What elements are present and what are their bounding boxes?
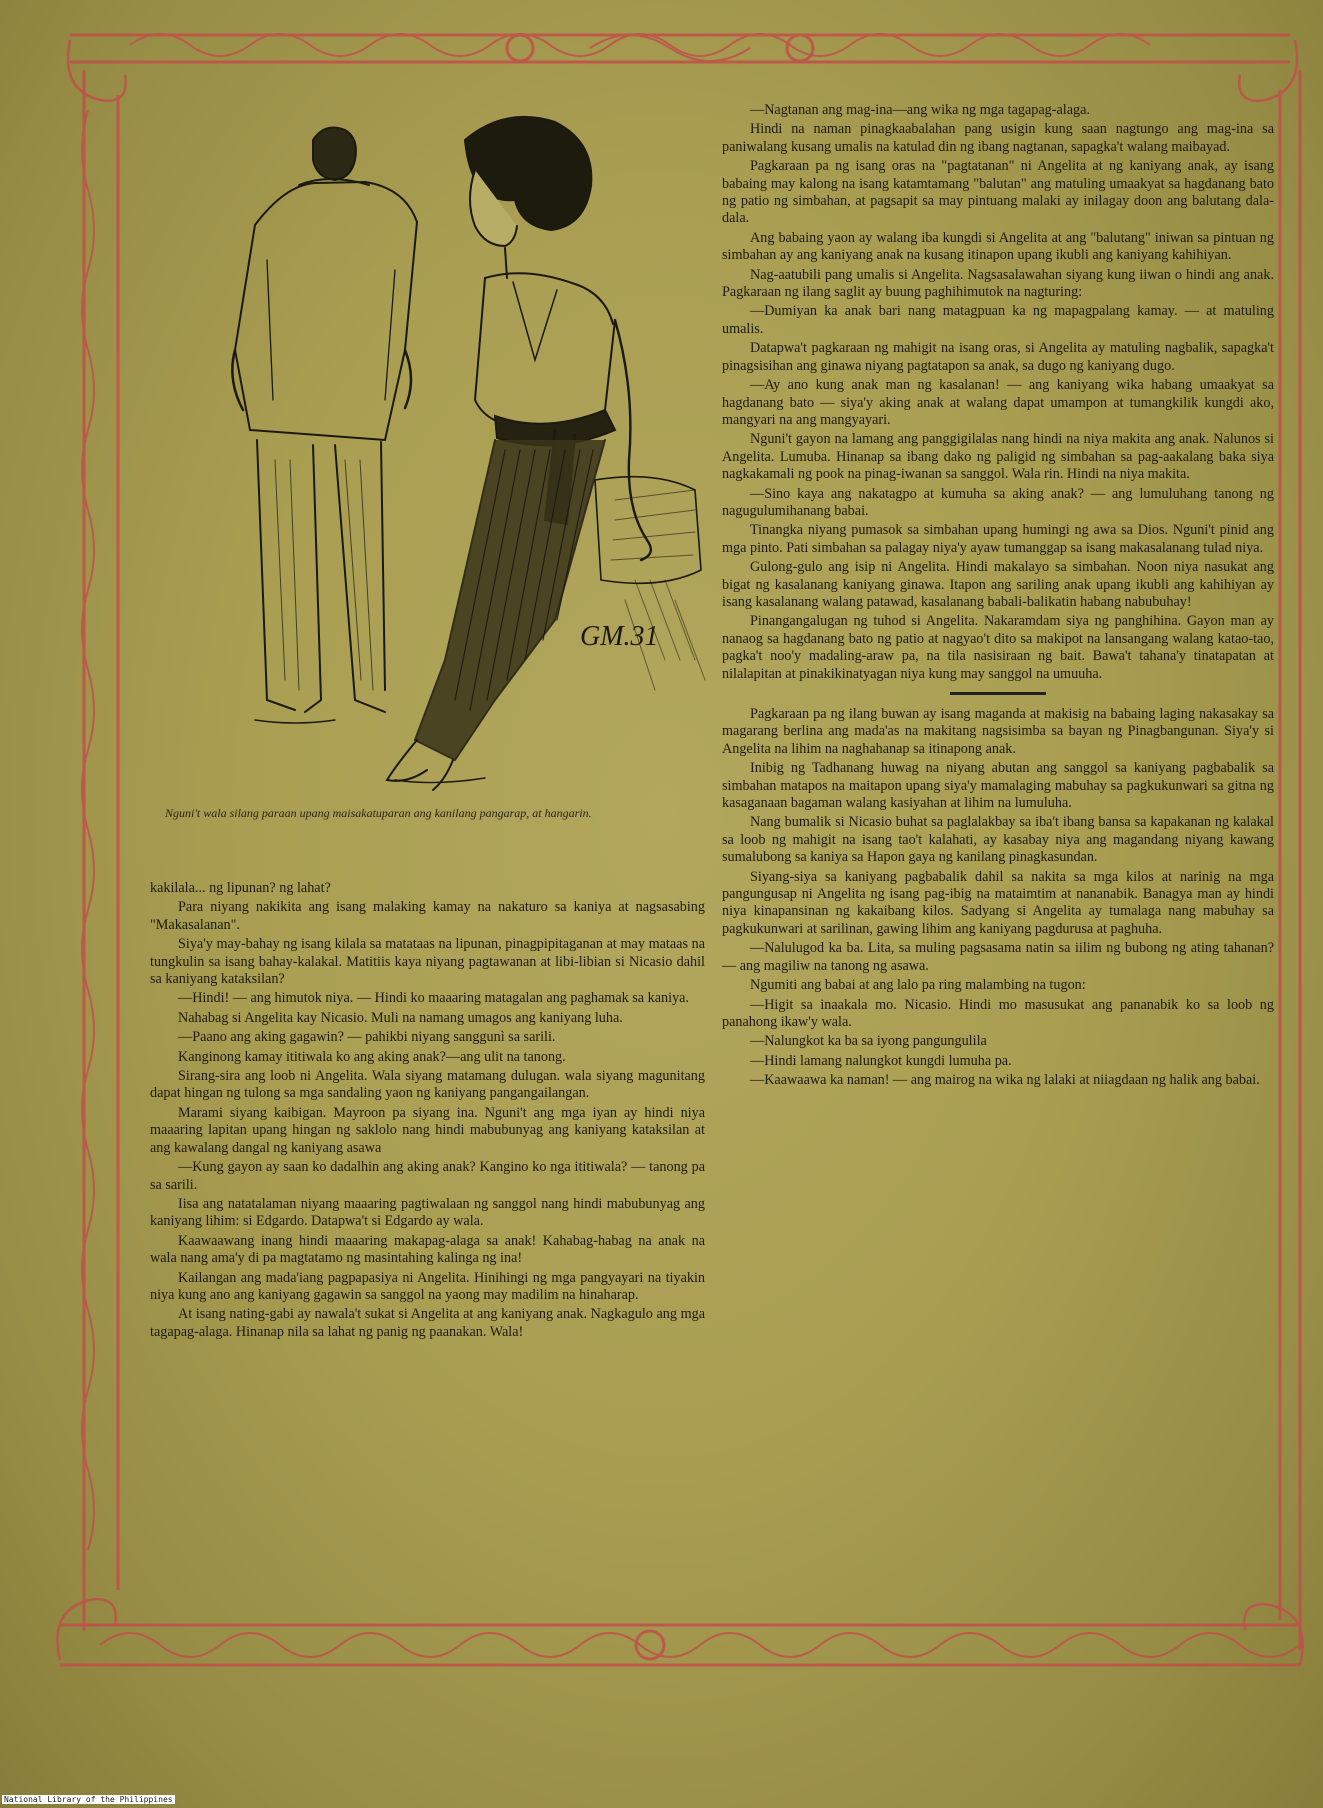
section-divider	[950, 692, 1046, 695]
paragraph: Hindi na naman pinagkaabalahan pang usigin kung saan nagtungo ang mag-ina sa paniwalang kusang umalis na katulad din ng ibang nagtanan, sapagka't walang maibayad.	[722, 121, 1274, 155]
paragraph: Inibig ng Tadhanang huwag na niyang abutan ang sanggol sa kaniyang pagbabalik sa simbahan matapos na maitapon upang siya'y mamalaging mabuhay sa pagkukunwari sa gitna ng kasaganaan bagaman walang kasiyahan at lihim na lumuluha.	[722, 760, 1274, 812]
paragraph: Gulong-gulo ang isip ni Angelita. Hindi makalayo sa simbahan. Noon niya nasukat ang bigat ng kasalanang kaniyang ginawa. Itapon ang sariling anak upang ikubli ang kahihiyan ay isang kasalanang walang patawad, kasalanang babali-balikatin habang nabubuhay!	[722, 559, 1274, 610]
paragraph: Tinangka niyang pumasok sa simbahan upang humingi ng awa sa Dios. Nguni't pinid ang mga pinto. Pati simbahan sa palagay niya'y ayaw tumanggap sa isang makasalanang tulad niya.	[722, 522, 1274, 556]
paragraph: —Kung gayon ay saan ko dadalhin ang aking anak? Kangino ko nga ititiwala? — tanong pa sa sarili.	[150, 1159, 705, 1193]
paragraph: Nguni't gayon na lamang ang panggigilalas nang hindi na niya makita ang anak. Nalunos si Angelita. Lumuba. Hinanap sa ibang dako ng paligid ng simbahan sa pag-aakalang baka siya nagkakamali ng pook na pinag-iwanan sa sanggol. Wala rin. Hindi na niya makita.	[722, 431, 1274, 483]
paragraph: Pinangangalugan ng tuhod si Angelita. Nakaramdam siya ng panghihina. Gayon man ay nanaog sa hagdanang bato ng patio at nagyao't dito sa makipot na lansangang walang katao-tao, pagka't noo'y madaling-araw pa, na tila nasisiraan ng bait. Bawa't tahana'y tinatapatan at nilalapitan at pinakikinatyagan niya kung may sanggol na umuuha.	[722, 613, 1274, 682]
paragraph: Marami siyang kaibigan. Mayroon pa siyang ina. Nguni't ang mga iyan ay hindi niya maaaring lapitan upang hingan ng saklolo nang hindi mabubunyag ang kaniyang kataksilan at ang kawalang dangal ng kaniyang asawa	[150, 1104, 705, 1156]
paragraph: Pagkaraan pa ng isang oras na "pagtatanan" ni Angelita at ng kaniyang anak, ay isang babaing may kalong na isang katamtamang "balutan" ang matuling umaakyat sa hagdanang bato ng patio ng simbahan, at pagsapit sa may pintuang malaki ay inilagay doon ang balutang dala-dala.	[722, 158, 1274, 227]
paragraph: Kailangan ang mada'iang pagpapasiya ni Angelita. Hinihingi ng mga pangyayari na tiyakin niya kung ano ang kaniyang gagawin sa sanggol na yaong may madilim na hinaharap.	[150, 1269, 705, 1303]
paragraph: —Hindi lamang nalungkot kungdi lumuha pa.	[750, 1052, 1012, 1069]
paragraph: —Nalulugod ka ba. Lita, sa muling pagsasama natin sa iilim ng bubong ng ating tahanan? — ang magiliw na tanong ng asawa.	[722, 940, 1274, 974]
left-column	[150, 880, 705, 1343]
paragraph: Datapwa't pagkaraan ng mahigit na isang oras, si Angelita ay matuling nagbalik, sapagka't pinagsisihan ang ginawa niyang pagtatapon sa anak, sa dugo ng kaniyang dugo.	[722, 340, 1274, 374]
paragraph: —Hindi! — ang himutok niya. — Hindi ko maaaring matagalan ang paghamak sa kaniya.	[178, 990, 690, 1007]
paragraph: Kanginong kamay ititiwala ko ang aking anak?—ang ulit na tanong.	[178, 1048, 566, 1065]
paragraph: —Ay ano kung anak man ng kasalanan! — ang kaniyang wika habang umaakyat sa hagdanang bato — siya'y aking anak at walang dapat umampon at tumangkilik kungdi ako, mangyari na ang mangyayari.	[722, 377, 1274, 428]
paragraph: At isang nating-gabi ay nawala't sukat si Angelita at ang kaniyang anak. Nagkagulo ang mga tagapag-alaga. Hinanap nila sa lahat ng panig ng paanakan. Wala!	[150, 1306, 705, 1340]
paragraph: Nag-aatubili pang umalis si Angelita. Nagsasalawahan siyang kung iiwan o hindi ang anak. Pagkaraan ng ilang saglit ay buung paghihimutok na nagturing:	[722, 266, 1274, 301]
paragraph: Sirang-sira ang loob ni Angelita. Wala siyang matamang dulugan. wala siyang magunitang dapat hingan ng tulong sa mga sandaling yaon ng kaniyang pangangailangan.	[150, 1068, 705, 1102]
paragraph: —Nalungkot ka ba sa iyong pangungulila	[750, 1033, 987, 1050]
illustration-caption: Nguni't wala silang paraan upang maisakatuparan ang kanilang pangarap, at hangarin.	[165, 806, 592, 820]
paragraph: —Higit sa inaakala mo. Nicasio. Hindi mo masusukat ang pananabik ko sa loob ng panahong ikaw'y wala.	[722, 996, 1274, 1030]
paragraph: Para niyang nakikita ang isang malaking kamay na nakaturo sa kaniya at nagsasabing "Makasalanan".	[150, 899, 705, 933]
right-column-part-b	[722, 706, 1274, 1090]
paragraph: Iisa ang natatalaman niyang maaaring pagtiwalaan ng sanggol nang hindi mabubunyag ang kaniyang lihim: si Edgardo. Datapwa't si Edgardo ay wala.	[150, 1195, 705, 1230]
paragraph: Ngumiti ang babai at ang lalo pa ring malambing na tugon:	[750, 977, 1086, 994]
library-watermark: National Library of the Philippines	[4, 1795, 173, 1804]
paragraph: Kaawaawang inang hindi maaaring makapag-alaga sa anak! Kahabag-habag na anak na wala nang ama'y di pa magtatamo ng masintahing kalinga ng ina!	[150, 1232, 705, 1267]
paragraph: Nang bumalik si Nicasio buhat sa paglalakbay sa iba't ibang bansa sa kapakanan ng kalakal sa loob ng mahigit na isang tao't kalahati, ay kasabay niya ang magandang niyang kawang sumalubong sa kaniya sa Hapon gaya ng kanilang pinagkasundan.	[722, 814, 1274, 866]
paragraph: Nahabag si Angelita kay Nicasio. Muli na namang umagos ang kaniyang luha.	[178, 1009, 623, 1026]
paragraph: kakilala... ng lipunan? ng lahat?	[150, 880, 331, 896]
paragraph: Siya'y may-bahay ng isang kilala sa matataas na lipunan, pinagpipitaganan at may mataas na tungkulin sa isang bahay-kalakal. Matitiis kaya niyang pagtawanan at libi-libian si Nicasio dahil sa kaniyang kataksilan?	[150, 936, 705, 988]
paragraph: —Sino kaya ang nakatagpo at kumuha sa aking anak? — ang lumuluhang tanong ng nagugulumihanang babai.	[722, 485, 1274, 519]
paragraph: —Kaawaawa ka naman! — ang mairog na wika ng lalaki at niiagdaan ng halik ang babai.	[750, 1072, 1260, 1089]
right-column-part-a	[722, 102, 1274, 683]
paragraph: Siyang-siya sa kaniyang pagbabalik dahil sa nakita sa mga kilos at narinig na mga pangungusap ni Angelita ng isang pag-ibig na mataimtim at nananabik. Banagya man ay hindi niya kinapansinan ng kakaibang kilos. Sadyang si Angelita ay tumalaga nang mabuhay sa pagkukunwari at sarilinan, gawing lihim ang kaniyang pagdurusa at paghuha.	[722, 868, 1274, 937]
paragraph: Ang babaing yaon ay walang iba kungdi si Angelita at ang "balutang" iniwan sa pintuan ng simbahan ay ang kaniyang anak na kusang itinapon upang ikubli ang kaniyang kahihiyan.	[722, 229, 1274, 264]
paragraph: Pagkaraan pa ng ilang buwan ay isang maganda at makisig na babaing laging nakasakay sa magarang berlina ang mada'as na makitang nagsisimba sa bayan ng Pinagbangunan. Siya'y si Angelita na lihim na naghahanap sa itinapong anak.	[722, 706, 1274, 757]
artist-signature: GM.31	[580, 621, 659, 652]
paragraph: —Paano ang aking gagawin? — pahikbi niyang sanggunì sa sarili.	[178, 1029, 556, 1046]
couple-illustration	[195, 100, 715, 800]
right-column	[722, 102, 1274, 1092]
paragraph: —Dumiyan ka anak bari nang matagpuan ka ng mapagpalang kamay. — at matuling umalis.	[722, 303, 1274, 337]
paragraph: —Nagtanan ang mag-ina—ang wika ng mga tagapag-alaga.	[750, 102, 1090, 118]
